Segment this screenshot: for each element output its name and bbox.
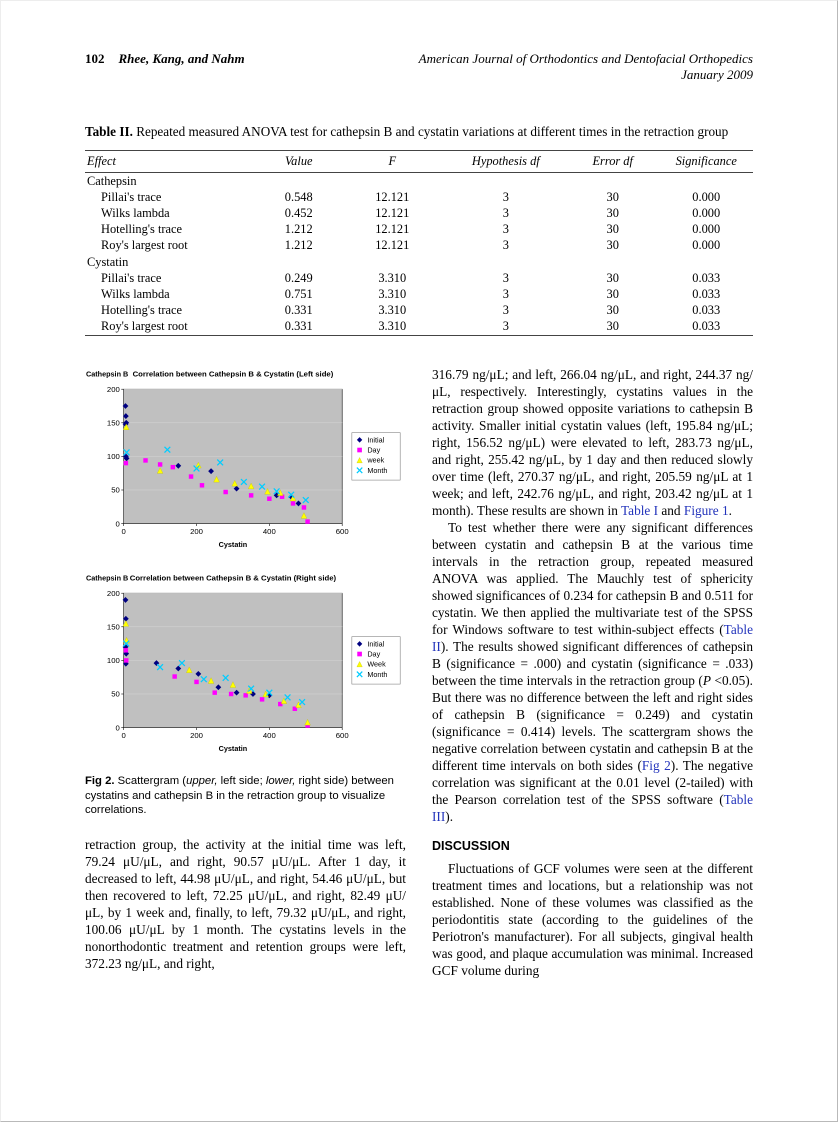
text-segment: and	[658, 503, 684, 519]
table-cell	[339, 173, 446, 190]
svg-text:150: 150	[106, 418, 120, 428]
svg-text:400: 400	[262, 731, 276, 741]
table-row	[85, 238, 753, 254]
table-cell	[339, 254, 446, 270]
body-paragraph-left	[85, 836, 406, 972]
cross-reference-link[interactable]: Table III	[432, 792, 753, 825]
svg-text:50: 50	[111, 689, 120, 699]
table-cell: 0.751	[284, 286, 313, 301]
table-caption-label: Table II.	[85, 124, 133, 139]
svg-text:100: 100	[106, 452, 120, 462]
table-cell	[259, 254, 339, 270]
table-cell: 3	[502, 205, 509, 220]
table-cell: 30	[606, 303, 619, 318]
table-row	[85, 286, 753, 302]
table-cell: 0.331	[284, 319, 313, 334]
table-cell: 30	[606, 222, 619, 237]
cross-reference-link[interactable]: Table II	[432, 622, 753, 655]
effect-label: Wilks lambda	[101, 205, 170, 220]
table-cell	[659, 173, 753, 190]
text-segment: left side;	[217, 775, 266, 788]
table-cell: 3.310	[378, 303, 407, 318]
table-cell: 3	[502, 303, 509, 318]
scatter-chart-right-side	[85, 570, 406, 768]
svg-text:0: 0	[115, 723, 120, 733]
svg-text:50: 50	[111, 485, 120, 495]
table-cell: 0.033	[692, 319, 721, 334]
text-segment: .	[728, 503, 732, 519]
table-group-row	[85, 173, 753, 190]
effect-label: Wilks lambda	[101, 286, 170, 301]
table-cell: 3	[502, 222, 509, 237]
text-segment: ). The results showed significant differences of cathepsin B (significance = .000) and cystatin (significance = .033) between the time intervals in the retraction group (	[432, 639, 753, 689]
effect-label: Hotelling's trace	[101, 222, 183, 237]
anova-table	[85, 150, 753, 336]
table-cell	[259, 173, 339, 190]
scatter-chart-left-side	[85, 366, 406, 564]
svg-text:0: 0	[121, 731, 126, 741]
scatter-figure-left-side	[85, 366, 406, 564]
table-group-row	[85, 254, 753, 270]
table-caption	[85, 123, 753, 140]
table-cell	[446, 173, 566, 190]
issue-date: January 2009	[681, 67, 753, 82]
table-cell: 12.121	[375, 189, 410, 204]
svg-text:Day: Day	[367, 649, 381, 659]
text-segment: Fluctuations of GCF volumes were seen at the different treatment times and locations, but a relationship was not established. None of these volumes was classified as the periodontitis state (according to the guidelines of the Periotron's manufacturer). For all subjects, gingival health was good, and plaque accumulation was minimal. Increased GCF volume during	[432, 861, 753, 979]
left-column	[85, 366, 406, 979]
table-cell: 30	[606, 238, 619, 253]
table-cell: 1.212	[284, 222, 313, 237]
svg-text:Cystatin: Cystatin	[218, 744, 248, 754]
table-cell: 0.000	[692, 189, 721, 204]
page-header	[85, 51, 753, 83]
scatter-figure-right-side	[85, 570, 406, 768]
column-header: F	[339, 151, 446, 173]
figure-caption	[85, 774, 406, 818]
table-cell: 30	[606, 286, 619, 301]
running-head-right	[419, 51, 753, 83]
table-cell: 3.310	[378, 286, 407, 301]
table-row	[85, 270, 753, 286]
text-segment: P	[702, 673, 711, 689]
svg-text:Week: Week	[367, 659, 386, 669]
table-cell: 0.249	[284, 270, 313, 285]
table-cell: 30	[606, 270, 619, 285]
svg-text:600: 600	[335, 527, 349, 537]
text-segment: lower,	[265, 775, 296, 788]
table-cell: 0.033	[692, 303, 721, 318]
text-segment: ).	[445, 809, 454, 825]
table-cell: 30	[606, 319, 619, 334]
svg-text:400: 400	[262, 527, 276, 537]
table-cell: 12.121	[375, 205, 410, 220]
svg-text:0: 0	[121, 527, 126, 537]
svg-text:Cystatin: Cystatin	[218, 539, 248, 549]
effect-label: Roy's largest root	[101, 238, 188, 253]
running-authors: Rhee, Kang, and Nahm	[118, 51, 245, 66]
svg-text:Day: Day	[367, 445, 381, 455]
body-paragraph-discussion	[432, 860, 753, 979]
journal-title: American Journal of Orthodontics and Dentofacial Orthopedics	[418, 51, 753, 66]
svg-text:Initial: Initial	[367, 639, 385, 649]
table-cell: 12.121	[375, 238, 410, 253]
cross-reference-link[interactable]: Table I	[620, 503, 659, 519]
svg-text:Correlation between Cathepsin: Correlation between Cathepsin B & Cystatin (Right side)	[129, 573, 337, 583]
svg-text:Cathepsin B: Cathepsin B	[85, 573, 129, 583]
table2-block	[85, 123, 753, 336]
discussion-heading: DISCUSSION	[432, 839, 510, 854]
table-cell: 30	[606, 189, 619, 204]
page-number: 102	[85, 51, 105, 66]
body-paragraph-results-2	[432, 519, 753, 825]
svg-text:200: 200	[190, 527, 203, 537]
svg-text:Correlation between Cathepsin: Correlation between Cathepsin B & Cystatin (Left side)	[132, 369, 334, 379]
column-header: Significance	[659, 151, 753, 173]
column-header: Error df	[566, 151, 660, 173]
text-segment: retraction group, the activity at the initial time was left, 79.24 μU/μL, and right, 90.57 μU/μL. After 1 day, it decreased to left, 44.98 μU/μL, and right, 54.46 μU/μL, but then recovered to left, 72.25 μU/μL, and right, 82.49 μU/μL, by 1 week and, finally, to left, 79.32 μU/μL, and right, 100.06 μU/μL by 1 month. The cystatins levels in the nonorthodontic treatment and retention groups were left, 372.23 ng/μL, and right,	[85, 836, 406, 971]
svg-text:200: 200	[106, 589, 120, 599]
table-cell: 0.548	[284, 189, 313, 204]
table-cell	[566, 173, 660, 190]
body-paragraph-results-1	[432, 366, 753, 519]
table-cell: 0.000	[692, 205, 721, 220]
text-segment: upper,	[186, 775, 218, 788]
cross-reference-link[interactable]: Figure 1	[683, 503, 729, 519]
table-cell: 3.310	[378, 319, 407, 334]
table-row	[85, 222, 753, 238]
svg-text:week: week	[367, 455, 385, 465]
effect-label: Hotelling's trace	[101, 303, 183, 318]
text-segment: To test whether there were any significant differences between cystatin and cathepsin B at the various time intervals in the retraction group, repeated measured ANOVA was applied. The Mauchly test of sphericity showed significances of 0.234 for cathepsin B and 0.511 for cystatin. We then applied the multivariate test of the SPSS for Windows software to test within-subject effects (	[432, 520, 753, 638]
table-header-row	[85, 151, 753, 173]
running-head-left	[85, 51, 245, 67]
table-cell	[566, 254, 660, 270]
text-segment: Fig 2.	[85, 775, 115, 788]
table-row	[85, 205, 753, 221]
text-segment: <0.05). But there was no difference between the left and right sides of cathepsin B (significance = 0.249) and cystatin (significance = 0.414) levels. The scattergram shows the negative correlation between cystatin and cathepsin B at the different time intervals on both sides (	[432, 673, 753, 774]
table-caption-text: Repeated measured ANOVA test for cathepsin B and cystatin variations at different times in the retraction group	[136, 124, 729, 139]
column-header: Value	[259, 151, 339, 173]
table-row	[85, 189, 753, 205]
text-segment: ). The negative correlation was significant at the 0.01 level (2-tailed) with the Pearson correlation test of the SPSS software (	[432, 758, 753, 808]
right-column	[432, 366, 753, 979]
table-cell	[659, 254, 753, 270]
two-column-layout	[85, 366, 753, 979]
effect-label: Pillai's trace	[101, 189, 162, 204]
column-header: Effect	[85, 151, 259, 173]
text-segment: 316.79 ng/μL; and left, 266.04 ng/μL, and right, 244.37 ng/μL, respectively. Interestingly, cystatins values in the retraction group showed opposite variations to cathepsin B activity. Smaller initial cystatin values (left, 195.84 ng/μL; right, 156.52 ng/μL) were elevated to left, 283.73 ng/μL, and right, 255.42 ng/μL, by 1 day and then reduced slowly over time (left, 270.37 ng/μL, and right, 205.59 ng/μL at 1 week; and left, 242.76 ng/μL, and right, 203.42 ng/μL at 1 month). These results are shown in	[432, 367, 753, 519]
table-cell: 0.000	[692, 238, 721, 253]
table-cell: 3	[502, 238, 509, 253]
table-row	[85, 319, 753, 336]
column-header: Hypothesis df	[446, 151, 566, 173]
svg-text:Month: Month	[367, 670, 388, 680]
svg-text:Month: Month	[367, 465, 388, 475]
table-cell: 0.033	[692, 270, 721, 285]
svg-text:200: 200	[190, 731, 203, 741]
table-cell	[446, 254, 566, 270]
table-cell: 3	[502, 286, 509, 301]
svg-text:150: 150	[106, 622, 120, 632]
svg-text:600: 600	[335, 731, 349, 741]
table-cell: 12.121	[375, 222, 410, 237]
svg-text:200: 200	[106, 384, 120, 394]
table-cell: 3	[502, 270, 509, 285]
table-cell: 0.033	[692, 286, 721, 301]
svg-text:Initial: Initial	[367, 435, 385, 445]
text-segment: Scattergram (	[114, 775, 187, 788]
effect-label: Cystatin	[87, 254, 129, 269]
effect-label: Cathepsin	[87, 173, 137, 188]
table-cell: 3	[502, 189, 509, 204]
svg-text:100: 100	[106, 656, 120, 666]
table-cell: 3	[502, 319, 509, 334]
table-cell: 0.331	[284, 303, 313, 318]
table-cell: 1.212	[284, 238, 313, 253]
text-segment: right side) between cystatins and cathepsin B in the retraction group to visualize correlations.	[85, 775, 394, 817]
table-cell: 3.310	[378, 270, 407, 285]
effect-label: Pillai's trace	[101, 270, 162, 285]
cross-reference-link[interactable]: Fig 2	[641, 758, 671, 774]
table-cell: 0.000	[692, 222, 721, 237]
table-cell: 0.452	[284, 205, 313, 220]
svg-text:0: 0	[115, 519, 120, 529]
svg-text:Cathepsin B: Cathepsin B	[85, 369, 129, 379]
table-row	[85, 303, 753, 319]
table-cell: 30	[606, 205, 619, 220]
effect-label: Roy's largest root	[101, 319, 188, 334]
